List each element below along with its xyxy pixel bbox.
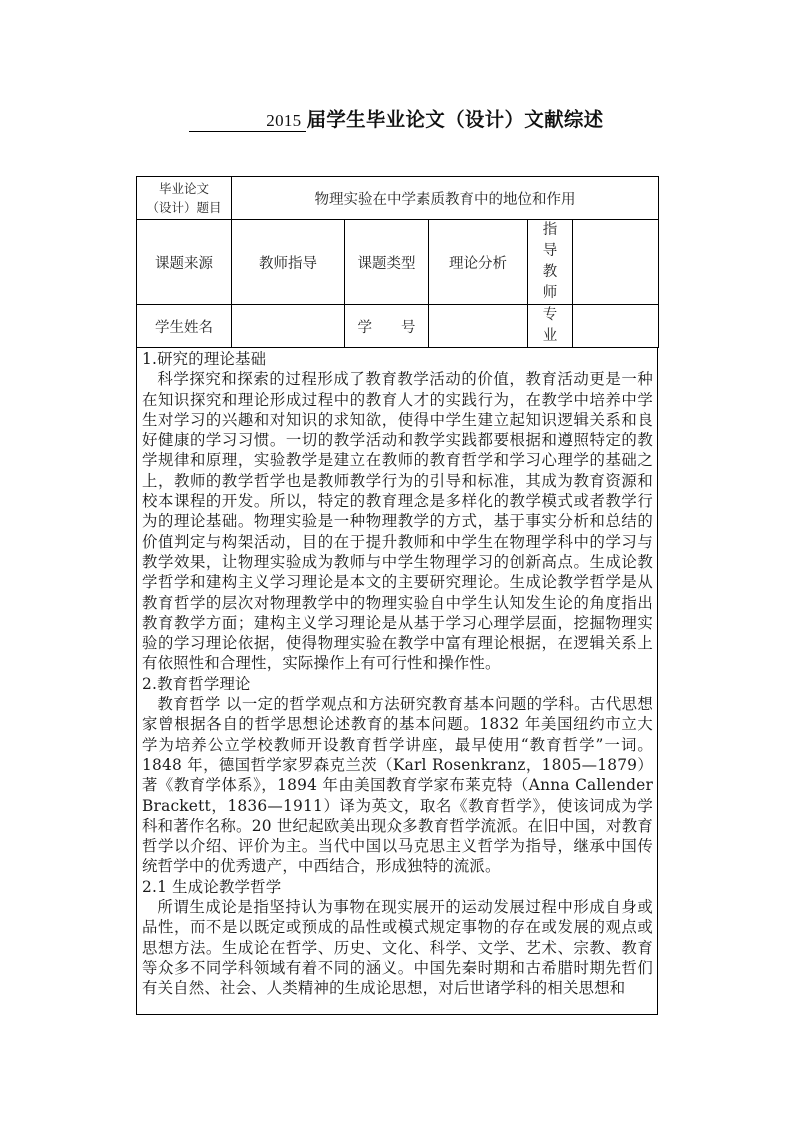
student-row: [137, 305, 659, 348]
label-char: 教: [542, 264, 558, 280]
section-heading: 2.1 生成论教学哲学: [142, 877, 282, 896]
advisor-label-cell: [528, 220, 573, 305]
topic-label-line2: （设计）题目: [146, 200, 222, 215]
major-label-cell: [528, 305, 573, 348]
review-content: [137, 347, 657, 999]
type-label: 课题类型: [345, 220, 429, 305]
topic-row: [137, 177, 659, 220]
topic-value: 物理实验在中学素质教育中的地位和作用: [232, 177, 659, 220]
type-value: 理论分析: [429, 220, 528, 305]
student-label: 学生姓名: [137, 305, 232, 348]
document-title: [0, 104, 793, 132]
student-id-value[interactable]: [429, 305, 528, 348]
label-char: 导: [542, 243, 558, 259]
title-text: 届学生毕业论文（设计）文献综述: [306, 108, 604, 131]
major-value[interactable]: [573, 305, 659, 348]
label-char: 业: [542, 328, 558, 344]
section-paragraph: 教育哲学 以一定的哲学观点和方法研究教育基本问题的学科。古代思想家曾根据各自的哲学思想论述教育的基本问题。1832 年美国纽约市立大学为培养公立学校教师开设教育哲学讲座，最早使用“教育哲学”一词。1848 年，德国哲学家罗森克兰茨（Karl Rosenkranz，1805—1879）著《教育学体系》，1894 年由美国教育学家布莱克特（Anna Callender Brackett，1836—1911）译为英文，取名《教育哲学》，使该词成为学科和著作名称。20 世纪起欧美出现众多教育哲学流派。在旧中国，对教育哲学以介绍、评价为主。当代中国以马克思主义哲学为指导，继承中国传统哲学中的优秀遗产，中西结合，形成独特的流派。: [142, 695, 653, 876]
source-label: 课题来源: [137, 220, 232, 305]
section-paragraph: 所谓生成论是指坚持认为事物在现实展开的运动发展过程中形成自身或品性，而不是以既定或预成的品性或模式规定事物的存在或发展的观点或思想方法。生成论在哲学、历史、文化、科学、文学、艺术、宗教、教育等众多不同学科领域有着不同的涵义。中国先秦时期和古希腊时期先哲们有关自然、社会、人类精神的生成论思想，对后世诸学科的相关思想和: [142, 898, 653, 998]
source-row: [137, 220, 659, 305]
advisor-value[interactable]: [573, 220, 659, 305]
section-paragraph: 科学探究和探索的过程形成了教育教学活动的价值，教育活动更是一种在知识探究和理论形成过程中的教育人才的实践行为，在教学中培养中学生对学习的兴趣和对知识的求知欲，使得中学生建立起知识逻辑关系和良好健康的学习习惯。一切的教学活动和教学实践都要根据和遵照特定的教学规律和原理，实验教学是建立在教师的教育哲学和学习心理学的基础之上，教师的教学哲学也是教师教学行为的引导和标准，其成为教育资源和校本课程的开发。所以，特定的教育理念是多样化的教学模式或者教学行为的理论基础。物理实验是一种物理教学的方式，基于事实分析和总结的价值判定与构架活动，目的在于提升教师和中学生在物理学科中的学习与教学效果，让物理实验成为教师与中学生物理学习的创新高点。生成论教学哲学和建构主义学习理论是本文的主要研究理论。生成论教学哲学是从教育哲学的层次对物理教学中的物理实验自中学生认知发生论的角度指出教育教学方面；建构主义学习理论是从基于学习心理学层面，挖掘物理实验的学习理论依据，使得物理实验在教学中富有理论根据，在逻辑关系上有依照性和合理性，实际操作上有可行性和操作性。: [142, 370, 653, 673]
source-value: 教师指导: [232, 220, 345, 305]
label-char: 指: [542, 222, 558, 238]
section-heading: 1.研究的理论基础: [142, 350, 267, 368]
label-char: 专: [542, 307, 558, 323]
graduation-year: 2015: [189, 111, 306, 132]
label-char: 师: [542, 285, 558, 301]
student-id-label: 学 号: [345, 305, 429, 348]
topic-label-line1: 毕业论文: [158, 181, 209, 196]
literature-review-body: [136, 347, 658, 1015]
student-value[interactable]: [232, 305, 345, 348]
advisor-label: [528, 220, 572, 304]
topic-label-cell: [137, 177, 232, 220]
thesis-info-table: [136, 176, 659, 348]
major-label: [528, 305, 572, 347]
section-heading: 2.教育哲学理论: [142, 674, 251, 693]
